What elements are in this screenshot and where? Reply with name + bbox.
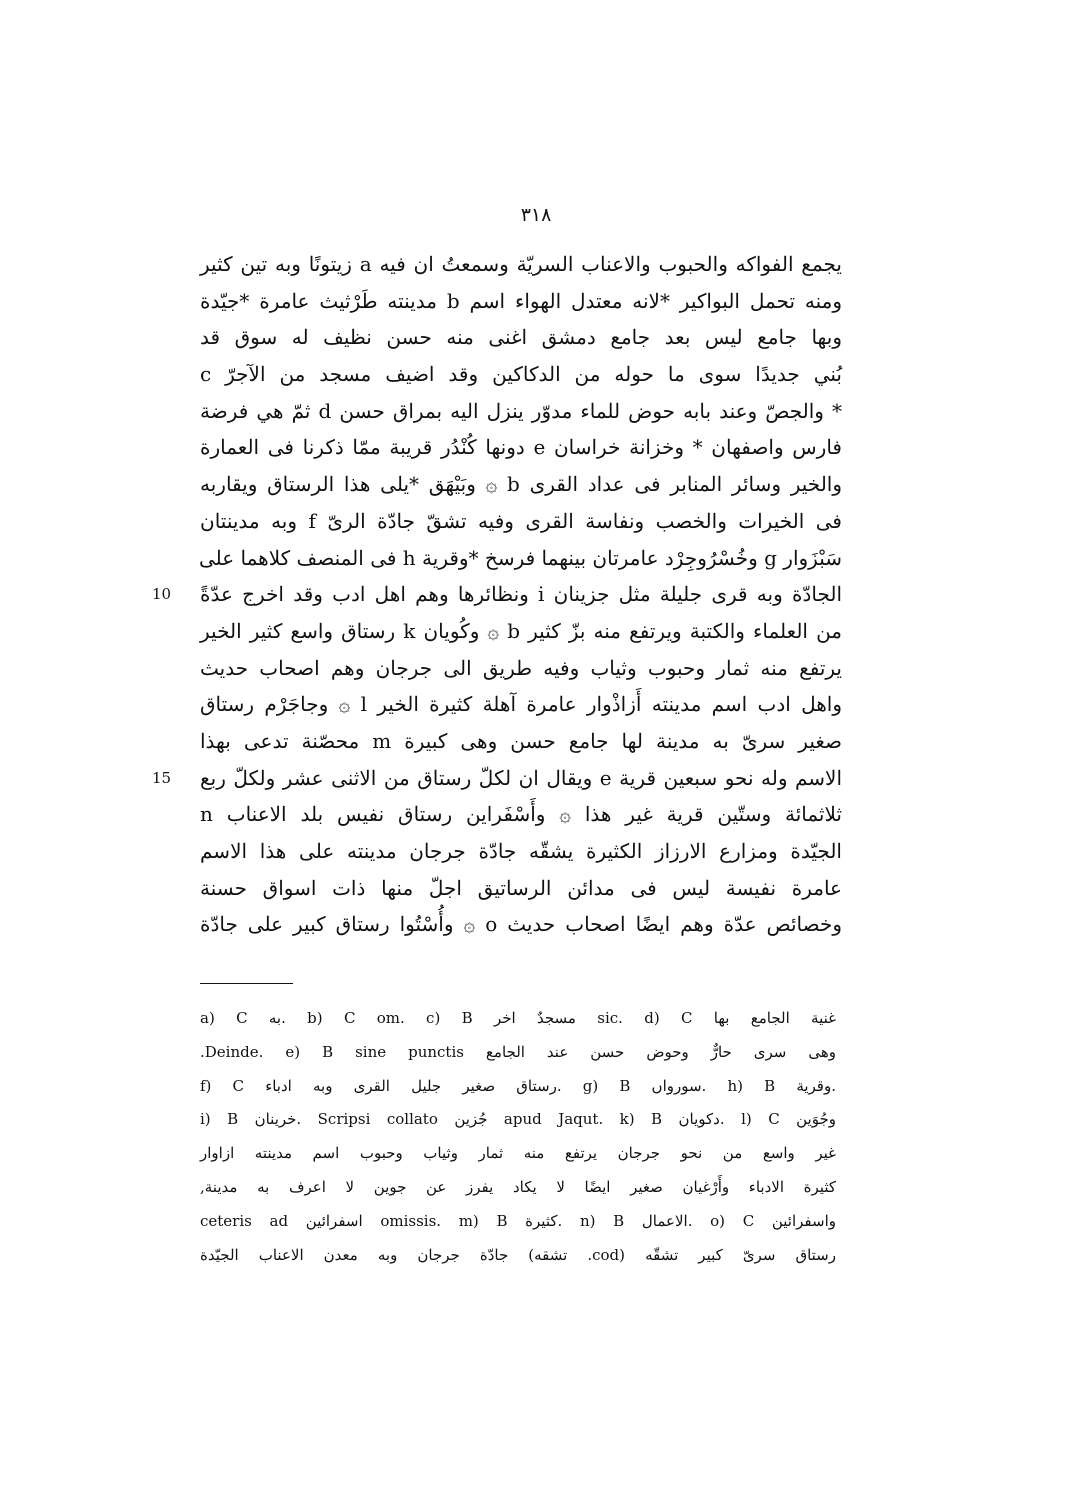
main-text-block [152, 246, 843, 943]
text-line [200, 650, 842, 687]
text-line [152, 760, 843, 797]
line-number: 15 [152, 768, 172, 787]
text-line-content: الجيّدة ومزارع الارزاز الكثيرة يشقّه جادّة جرجان مدينته على هذا الاسم [200, 839, 842, 863]
text-line-content: وبها جامع ليس بعد جامع دمشق اغنى منه حسن نظيف له سوق قد [200, 325, 842, 350]
text-line-content: فى الخيرات والخصب ونفاسة القرى وفيه تشقّ جادّة الرىّ f وبه مدينتان [200, 508, 842, 533]
text-line-content: * والجصّ وعند بابه حوض للماء مدوّر ينزل اليه بمراق حسن d ثمّ هي فرضة [200, 398, 843, 423]
footnotes-block [200, 1002, 836, 1272]
text-line-content: عامرة نفيسة ليس فى مدائن الرساتيق اجلّ منها ذات اسواق حسنة [200, 875, 842, 900]
text-line [200, 723, 842, 760]
text-line-content: صغير سرىّ به مدينة لها جامع حسن وهى كبيرة m محصّنة تدعى بهذا [200, 728, 842, 753]
text-line [200, 870, 842, 907]
text-line-content: الجادّة وبه قرى جليلة مثل جزينان i ونظائرها وهم اهل ادب وقد اخرج عدّةً [200, 582, 842, 607]
text-line-content: سَبْزَوار g وخُسْرُوجِرْد عامرتان بينهما فرسخ *وقرية h فى المنصف كلاهما على [198, 545, 842, 570]
footnote-line: غير واسع من نحو جرجان يرتفع منه ثمار وثياب وحبوب اسم مدينته ازاوار [200, 1144, 836, 1163]
text-line [200, 246, 842, 283]
text-line-content: ومنه تحمل البواكير *لانه معتدل الهواء اسم b مدينته طَرْثيث عامرة *جيّدة [200, 288, 842, 313]
footnote-line: رستاق سرىّ كبير تشقّه (cod. تشقه) جادّة جرجان وبه معدن الاعناب الجيّدة [200, 1245, 836, 1264]
text-line [200, 393, 842, 430]
text-line-content: الاسم وله نحو سبعين قرية e ويقال ان لكلّ رستاق من الاثنى عشر ولكلّ ربع [200, 765, 843, 790]
text-line-content: يرتفع منه ثمار وحبوب وثياب وفيه طريق الى جرجان وهم اصحاب حديث [200, 655, 842, 680]
footnote-separator-rule [200, 983, 293, 984]
text-line [200, 503, 842, 540]
text-line [200, 906, 842, 943]
text-line-content: بُني جديدًا سوى ما حوله من الدكاكين وقد اضيف مسجد من الآجرّ c [200, 362, 842, 387]
text-line [200, 283, 842, 320]
text-line [200, 833, 842, 870]
footnote-line: وهى سرى حارٌّ وحوض حسن عند الجامع Deinde. e) B sine punctis. [200, 1042, 836, 1061]
text-line-content: يجمع الفواكه والحبوب والاعناب السريّة وسمعتُ ان فيه a زيتونًا وبه تين كثير [200, 252, 842, 276]
footnote-line: a) C به. b) C om. c) B مسجدٌ اخر sic. d) C غنية الجامع بها [200, 1009, 836, 1027]
line-number: 10 [152, 585, 172, 604]
text-line-content: واهل ادب اسم مدينته أَزاذْوار عامرة آهلة كثيرة الخير l ۞ وجاجَرْم رستاق [200, 692, 842, 717]
text-line-content: فارس واصفهان * وخزانة خراسان e دونها كُنْدُر قريبة ممّا ذكرنا فى العمارة [200, 435, 842, 460]
text-line-content: وخصائص عدّة وهم ايضًا اصحاب حديث o ۞ وأُسْتُوا رستاق كبير على جادّة [200, 912, 842, 937]
text-line [200, 686, 842, 723]
footnote-line: ceteris ad اسفرائين omissis. m) B كثيرة. n) B الاعمال. o) C واسفرائين [200, 1211, 836, 1230]
text-line-content: والخير وسائر المنابر فى عداد القرى b ۞ وبَيْهَق *يلى هذا الرستاق ويقاربه [200, 472, 843, 497]
text-line [200, 540, 842, 577]
text-line [200, 356, 842, 393]
footnote-line: كثيرة الادباء وأَرْغيان صغير ايضًا لا يكاد يفرز عن جوين لا اعرف به مدينة, [200, 1177, 836, 1196]
text-line [152, 576, 842, 613]
text-line-content: ثلاثمائة وستّين قرية غير هذا ۞ وأَسْفَراين رستاق نفيس بلد الاعناب n [200, 802, 842, 827]
page-number: ٣١٨ [520, 204, 552, 226]
text-line-content: من العلماء والكتبة ويرتفع منه بزّ كثير b ۞ وكُويان k رستاق واسع كثير الخير [200, 618, 843, 643]
text-line [200, 319, 842, 356]
footnote-line: f) C رستاق صغير جليل القرى وبه ادباء. g) B سورواں. h) B وقرية. [200, 1076, 837, 1095]
footnote-line: i) B خرينان. Scripsi collato جُزين apud Jaqut. k) B دكويان. l) C وجُوَين [200, 1110, 836, 1129]
text-line [200, 613, 842, 650]
text-line [200, 796, 842, 833]
text-line [200, 429, 842, 466]
text-line [200, 466, 842, 503]
